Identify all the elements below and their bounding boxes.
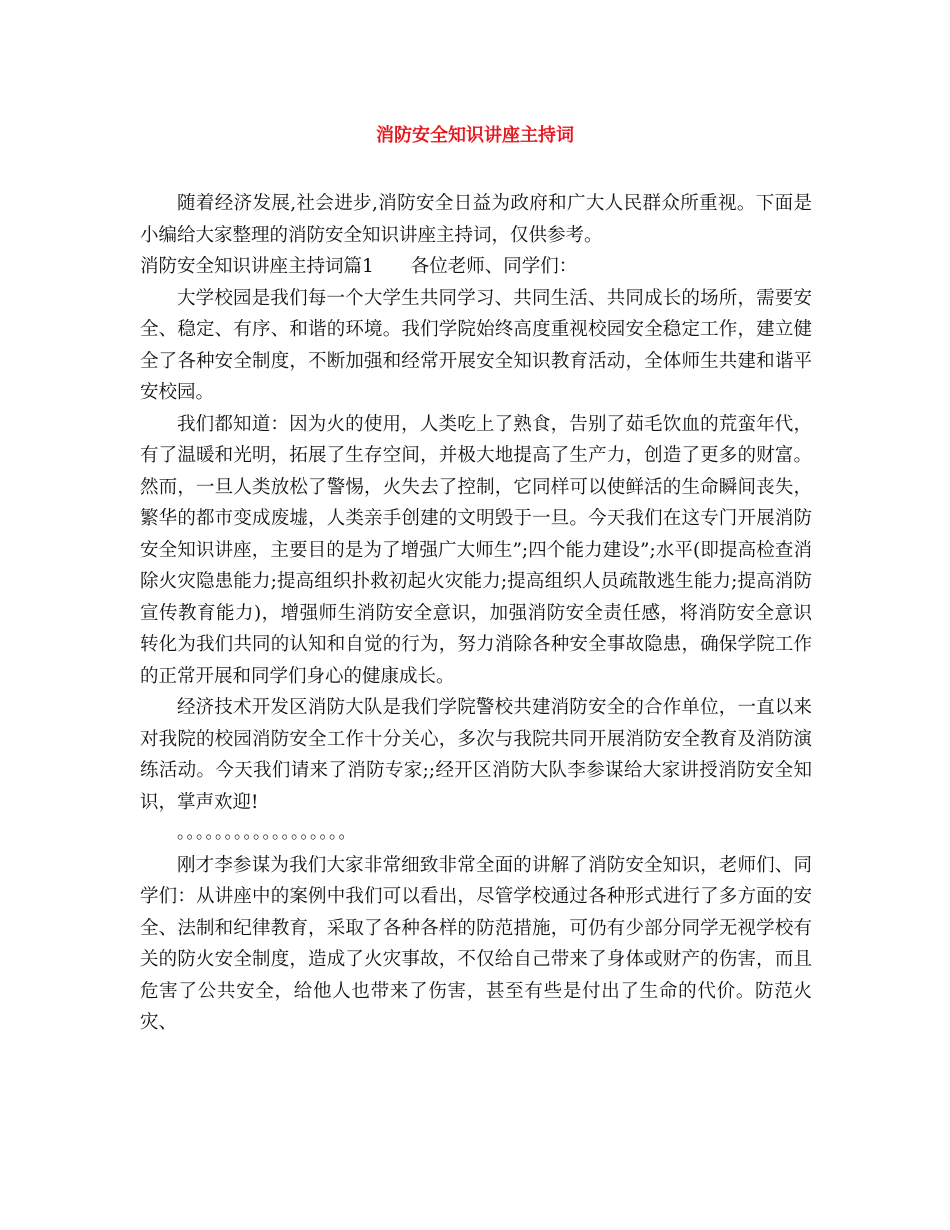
body-paragraph: 经济技术开发区消防大队是我们学院警校共建消防安全的合作单位，一直以来对我院的校园消防安全工作十分关心，多次与我院共同开展消防安全教育及消防演练活动。今天我们请来了消防专家;;经开区消防大队李参谋给大家讲授消防安全知识，掌声欢迎!: [140, 697, 812, 813]
document-body: [140, 188, 812, 1039]
body-paragraph: 刚才李参谋为我们大家非常细致非常全面的讲解了消防安全知识，老师们、同学们：从讲座中的案例中我们可以看出，尽管学校通过各种形式进行了多方面的安全、法制和纪律教育，采取了各种各样的防范措施，可仍有少部分同学无视学校有关的防火安全制度，造成了火灾事故，不仅给自己带来了身体或财产的伤害，而且危害了公共安全，给他人也带来了伤害，甚至有些是付出了生命的代价。防范火灾、: [140, 854, 812, 1033]
ellipsis-divider: 。。。。。。。。。。。。。。。。。。: [177, 823, 357, 843]
body-paragraph: 我们都知道：因为火的使用，人类吃上了熟食，告别了茹毛饮血的荒蛮年代，有了温暖和光明，拓展了生存空间，并极大地提高了生产力，创造了更多的财富。然而，一旦人类放松了警惕，火失去了控制，它同样可以使鲜活的生命瞬间丧失，繁华的都市变成废墟，人类亲手创建的文明毁于一旦。今天我们在这专门开展消防安全知识讲座，主要目的是为了增强广大师生”;四个能力建设”;水平(即提高检查消除火灾隐患能力;提高组织扑救初起火灾能力;提高组织人员疏散逃生能力;提高消防宣传教育能力)，增强师生消防安全意识，加强消防安全责任感，将消防安全意识转化为我们共同的认知和自觉的行为，努力消除各种安全事故隐患，确保学院工作的正常开展和同学们身心的健康成长。: [140, 413, 812, 687]
document-title: 消防安全知识讲座主持词: [376, 125, 574, 146]
body-paragraph: 大学校园是我们每一个大学生共同学习、共同生活、共同成长的场所，需要安全、稳定、有序、和谐的环境。我们学院始终高度重视校园安全稳定工作，建立健全了各种安全制度，不断加强和经常开展安全知识教育活动，全体师生共建和谐平安校园。: [140, 287, 812, 403]
intro-paragraph: 随着经济发展,社会进步,消防安全日益为政府和广大人民群众所重视。下面是小编给大家整理的消防安全知识讲座主持词，仅供参考。: [140, 193, 812, 246]
section-heading: 消防安全知识讲座主持词篇1 各位老师、同学们：: [140, 256, 578, 277]
